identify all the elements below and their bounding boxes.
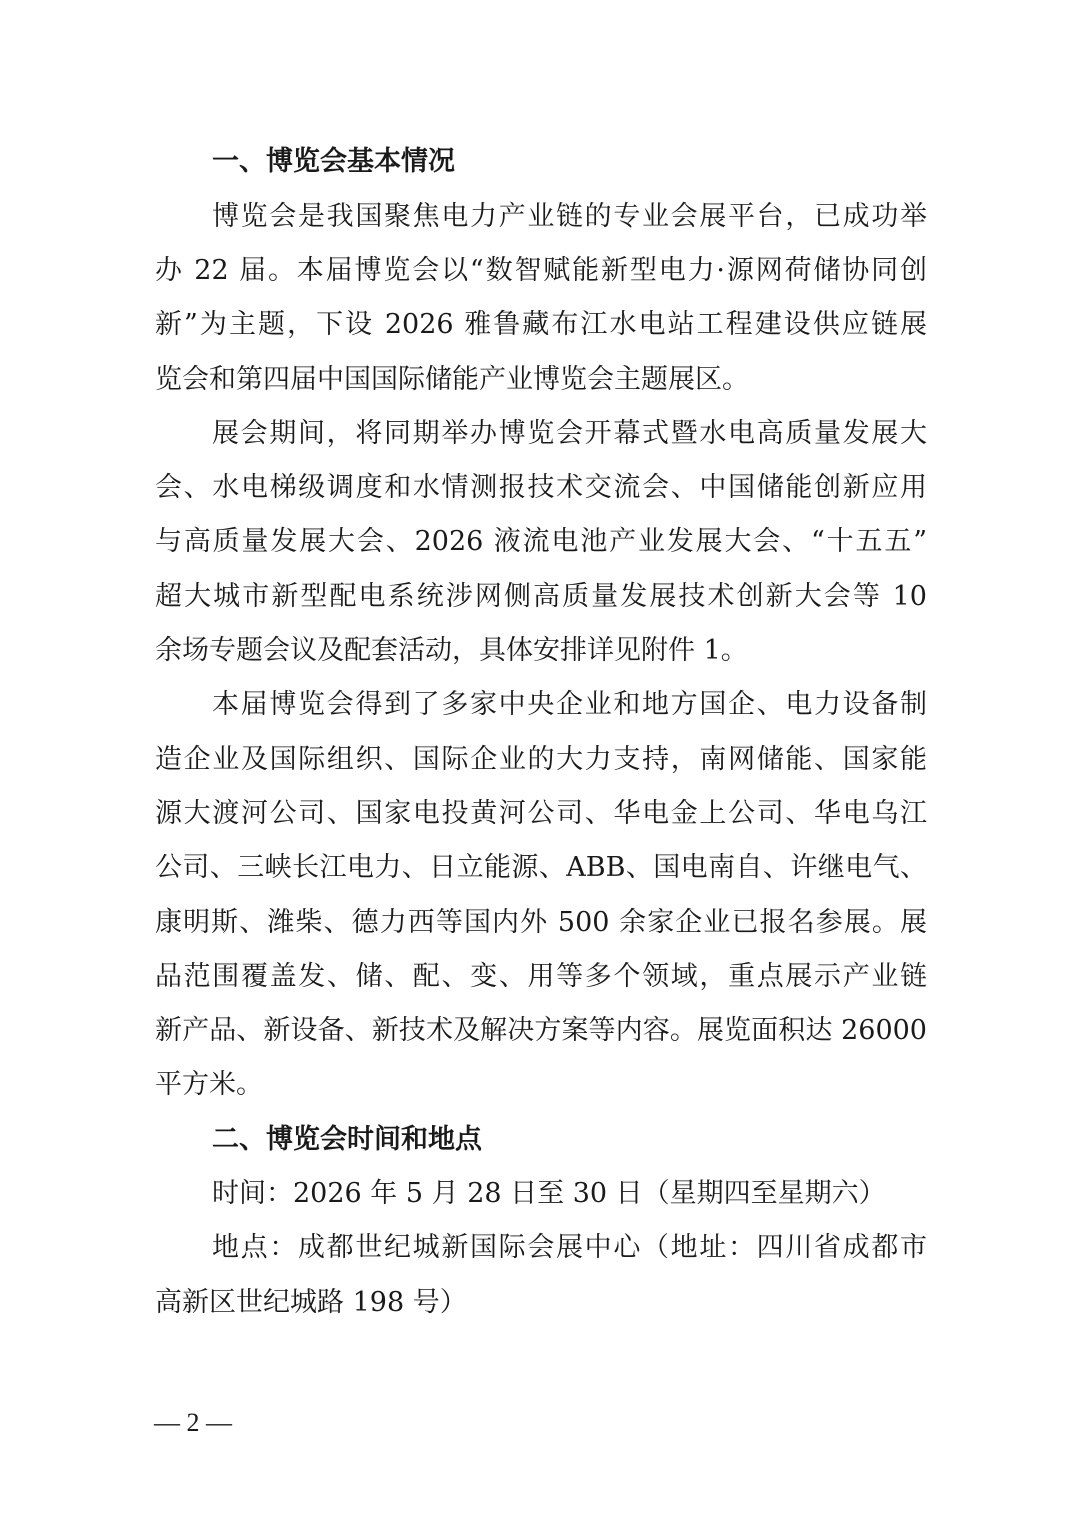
paragraph-line: 本届博览会得到了多家中央企业和地方国企、电力设备制: [212, 689, 927, 720]
section-heading-basic-info: 一、博览会基本情况: [212, 146, 455, 177]
paragraph-line: 超大城市新型配电系统涉网侧高质量发展技术创新大会等 10: [155, 581, 927, 612]
paragraph-line: 高新区世纪城路 198 号）: [155, 1287, 467, 1318]
paragraph-line: 公司、三峡长江电力、日立能源、ABB、国电南自、许继电气、: [155, 852, 927, 883]
paragraph-line: 展会期间，将同期举办博览会开幕式暨水电高质量发展大: [212, 418, 927, 449]
paragraph-line: 新”为主题，下设 2026 雅鲁藏布江水电站工程建设供应链展: [155, 309, 927, 340]
paragraph-line: 览会和第四届中国国际储能产业博览会主题展区。: [155, 364, 749, 395]
paragraph-line: 平方米。: [155, 1069, 263, 1100]
page-number: — 2 —: [154, 1408, 232, 1437]
paragraph-line: 地点：成都世纪城新国际会展中心（地址：四川省成都市: [212, 1232, 927, 1263]
event-time: 时间：2026 年 5 月 28 日至 30 日（星期四至星期六）: [212, 1178, 886, 1209]
section-heading-time-location: 二、博览会时间和地点: [212, 1124, 482, 1155]
paragraph-line: 与高质量发展大会、2026 液流电池产业发展大会、“十五五”: [155, 526, 927, 557]
paragraph-line: 康明斯、潍柴、德力西等国内外 500 余家企业已报名参展。展: [155, 907, 927, 938]
paragraph-line: 会、水电梯级调度和水情测报技术交流会、中国储能创新应用: [155, 472, 927, 503]
paragraph-line: 源大渡河公司、国家电投黄河公司、华电金上公司、华电乌江: [155, 798, 927, 829]
paragraph-line: 新产品、新设备、新技术及解决方案等内容。展览面积达 26000: [155, 1015, 927, 1046]
paragraph-line: 办 22 届。本届博览会以“数智赋能新型电力·源网荷储协同创: [155, 255, 927, 286]
paragraph-line: 品范围覆盖发、储、配、变、用等多个领域，重点展示产业链: [155, 961, 927, 992]
paragraph-line: 余场专题会议及配套活动，具体安排详见附件 1。: [155, 635, 748, 666]
paragraph-line: 博览会是我国聚焦电力产业链的专业会展平台，已成功举: [212, 201, 927, 232]
paragraph-line: 造企业及国际组织、国际企业的大力支持，南网储能、国家能: [155, 744, 927, 775]
